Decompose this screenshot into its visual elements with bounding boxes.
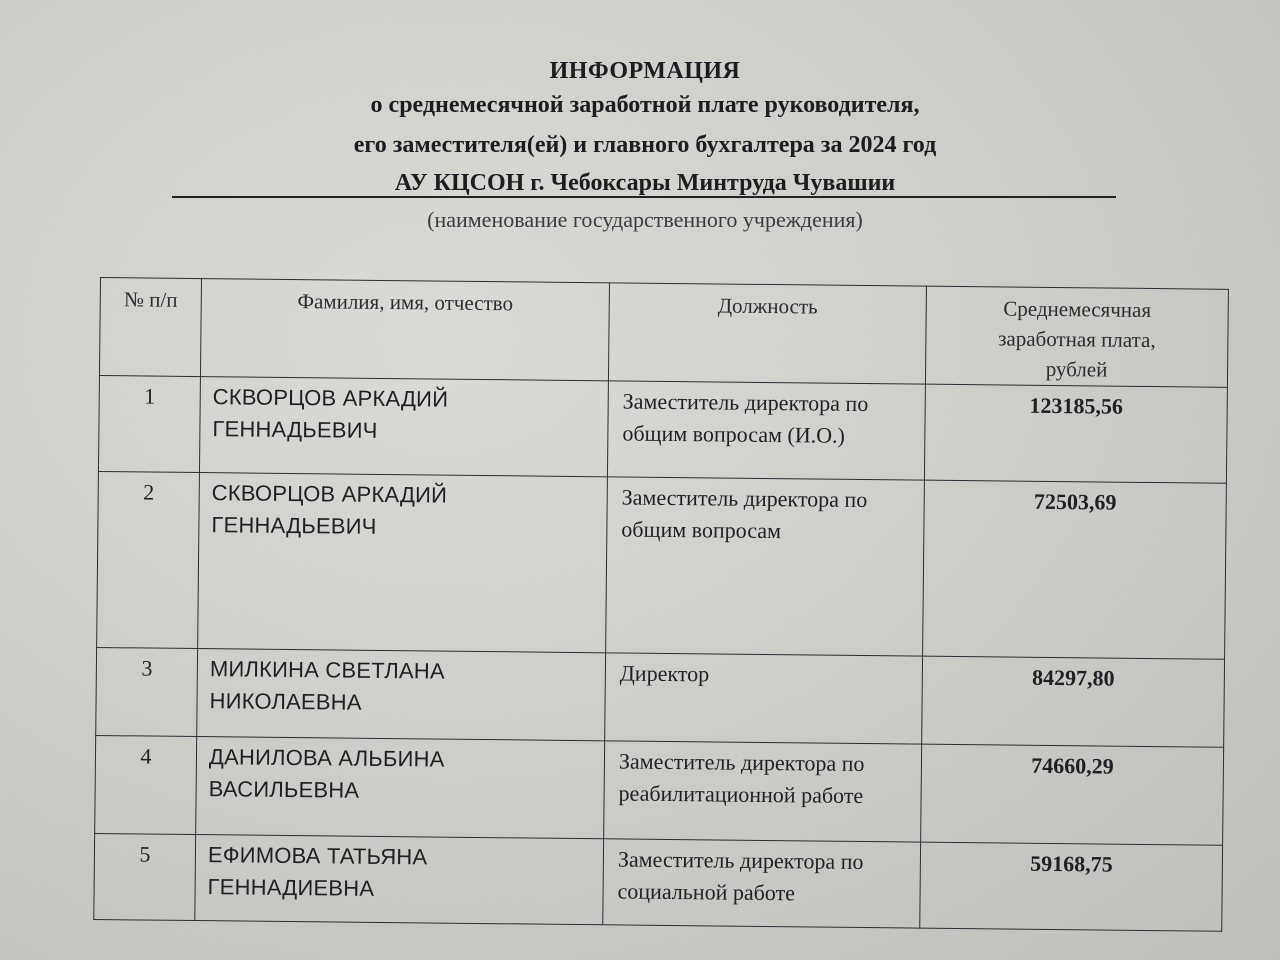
table-row bbox=[97, 471, 1227, 659]
header-name: Фамилия, имя, отчество bbox=[200, 279, 609, 381]
table-row bbox=[94, 833, 1223, 931]
cell-num: 5 bbox=[94, 833, 196, 920]
cell-num: 1 bbox=[98, 375, 200, 472]
document-title: ИНФОРМАЦИЯ bbox=[549, 58, 741, 84]
cell-name: ДАНИЛОВА АЛЬБИНА ВАСИЛЬЕВНА bbox=[196, 737, 605, 839]
cell-salary: 84297,80 bbox=[922, 656, 1225, 747]
header-num: № п/п bbox=[99, 278, 201, 377]
table-row bbox=[96, 647, 1225, 747]
organization-underline bbox=[172, 196, 1116, 198]
cell-name: ЕФИМОВА ТАТЬЯНА ГЕННАДИЕВНА bbox=[195, 835, 604, 925]
salary-table bbox=[93, 277, 1229, 932]
cell-salary: 59168,75 bbox=[920, 842, 1223, 931]
document-subtitle-line-1: о среднемесячной заработной плате руководителя, bbox=[370, 92, 920, 118]
cell-salary: 123185,56 bbox=[924, 384, 1227, 483]
cell-name: СКВОРЦОВ АРКАДИЙ ГЕННАДЬЕВИЧ bbox=[199, 377, 608, 477]
cell-salary: 72503,69 bbox=[923, 480, 1227, 659]
cell-salary: 74660,29 bbox=[921, 744, 1224, 845]
document-subtitle-line-2: его заместителя(ей) и главного бухгалтера за 2024 год bbox=[353, 132, 937, 158]
cell-num: 2 bbox=[97, 471, 200, 648]
header-salary: Среднемесячная заработная плата, рублей bbox=[925, 286, 1228, 387]
cell-name: СКВОРЦОВ АРКАДИЙ ГЕННАДЬЕВИЧ bbox=[198, 473, 608, 653]
cell-position: Директор bbox=[605, 653, 923, 744]
cell-num: 4 bbox=[95, 735, 197, 834]
cell-num: 3 bbox=[96, 647, 198, 736]
cell-position: Заместитель директора по реабилитационной работе bbox=[604, 741, 922, 842]
cell-name: МИЛКИНА СВЕТЛАНА НИКОЛАЕВНА bbox=[197, 649, 606, 741]
organization-name: АУ КЦСОН г. Чебоксары Минтруда Чувашии bbox=[394, 170, 896, 196]
organization-caption: (наименование государственного учреждения) bbox=[427, 207, 863, 232]
table-row bbox=[95, 735, 1224, 845]
table-header-row bbox=[99, 278, 1228, 388]
table-row bbox=[98, 375, 1227, 483]
header-position: Должность bbox=[608, 283, 926, 384]
cell-position: Заместитель директора по общим вопросам (И.О.) bbox=[607, 381, 925, 480]
cell-position: Заместитель директора по общим вопросам bbox=[606, 477, 925, 656]
cell-position: Заместитель директора по социальной работе bbox=[603, 839, 921, 928]
